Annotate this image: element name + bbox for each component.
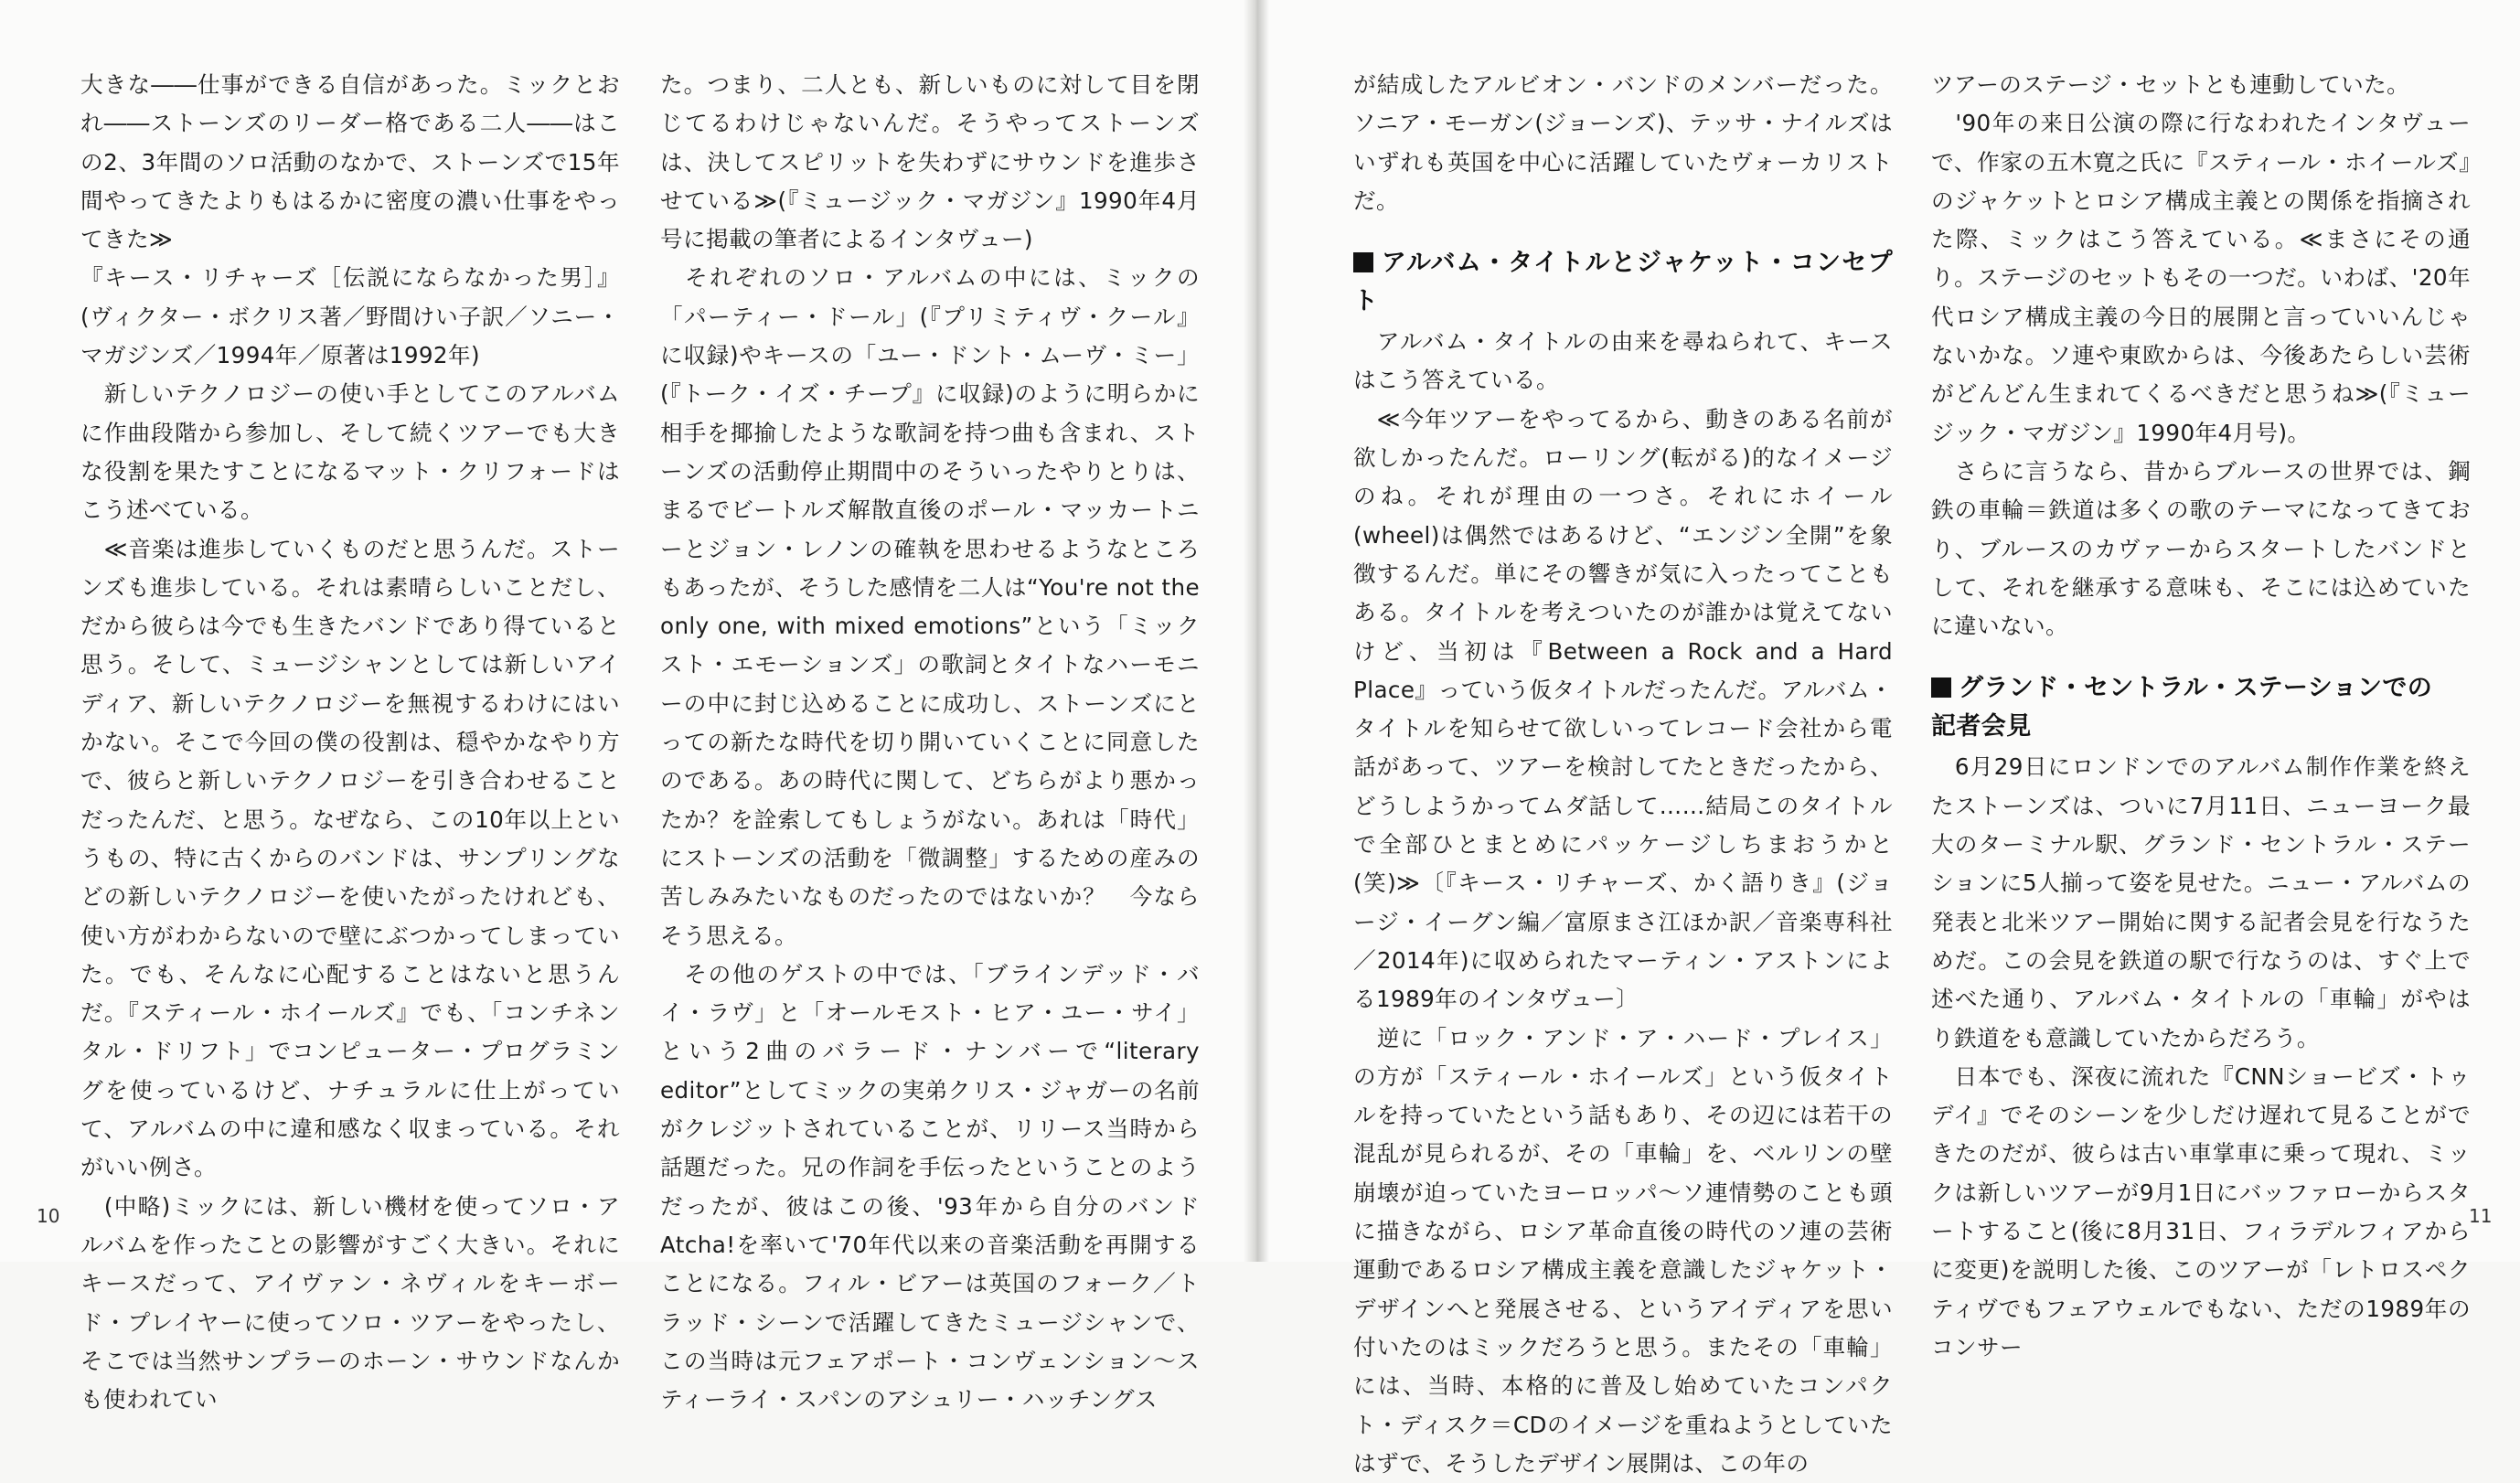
section-heading xyxy=(1931,669,2471,746)
heading-square-icon xyxy=(1931,677,1951,698)
text-column-4 xyxy=(1931,66,2471,1367)
paragraph: 大きな――仕事ができる自信があった。ミックとおれ――ストーンズのリーダー格である二人――はこの2、3年間のソロ活動のなかで、ストーンズで15年間やってきたよりもはるかに密度の濃い仕事をやってきた≫ xyxy=(80,71,620,253)
text-column-3 xyxy=(1353,66,1893,1483)
paragraph: アルバム・タイトルの由来を尋ねられて、キースはこう答えている。 xyxy=(1353,328,1893,394)
paragraph: 逆に「ロック・アンド・ア・ハード・プレイス」の方が「スティール・ホイールズ」という仮タイトルを持っていたという話もあり、その辺には若干の混乱が見られるが、その「車輪」を、ベルリンの壁崩壊が迫っていたヨーロッパ～ソ連情勢のことも頭に描きながら、ロシア革命直後の時代のソ連の芸術運動であるロシア構成主義を意識したジャケット・デザインへと発展させる、というアイディアを思い付いたのはミックだろうと思う。またその「車輪」には、当時、本格的に普及し始めていたコンパクト・ディスク＝CDのイメージを重ねようとしていたはずで、そうしたデザイン展開は、この年の xyxy=(1353,1024,1893,1477)
paragraph: '90年の来日公演の際に行なわれたインタヴューで、作家の五木寛之氏に『スティール・ホイールズ』のジャケットとロシア構成主義との関係を指摘された際、ミックはこう答えている。≪まさにその通り。ステージのセットもその一つだ。いわば、'20年代ロシア構成主義の今日的展開と言っていいんじゃないかな。ソ連や東欧からは、今後あたらしい芸術がどんどん生まれてくるべきだと思うね≫(『ミュージック・マガジン』1990年4月号)。 xyxy=(1931,110,2471,446)
paragraph: 6月29日にロンドンでのアルバム制作作業を終えたストーンズは、ついに7月11日、ニューヨーク最大のターミナル駅、グランド・セントラル・ステーションに5人揃って姿を見せた。ニュー・アルバムの発表と北米ツアー開始に関する記者会見を行なうためだ。この会見を鉄道の駅で行なうのは、すぐ上で述べた通り、アルバム・タイトルの「車輪」がやはり鉄道をも意識していたからだろう。 xyxy=(1931,753,2471,1051)
paragraph: その他のゲストの中では、「ブラインデッド・バイ・ラヴ」と「オールモスト・ヒア・ユー・サイ」という2曲のバラード・ナンバーで“literary editor”としてミックの実弟クリス・ジャガーの名前がクレジットされていることが、リリース当時から話題だった。兄の作詞を手伝ったということのようだったが、彼はこの後、'93年から自分のバンドAtcha!を率いて'70年代以来の音楽活動を再開することになる。フィル・ビアーは英国のフォーク／トラッド・シーンで活躍してきたミュージシャンで、この当時は元フェアポート・コンヴェンション～スティーライ・スパンのアシュリー・ハッチングス xyxy=(660,960,1200,1414)
paragraph: ツアーのステージ・セットとも連動していた。 xyxy=(1931,71,2410,98)
section-heading-text: アルバム・タイトルとジャケット・コンセプト xyxy=(1353,249,1893,316)
page-number-right: 11 xyxy=(2469,1205,2493,1227)
paragraph: た。つまり、二人とも、新しいものに対して目を閉じてるわけじゃないんだ。そうやってストーンズは、決してスピリットを失わずにサウンドを進歩させている≫(『ミュージック・マガジン』1990年4月号に掲載の筆者によるインタヴュー) xyxy=(660,71,1200,253)
paragraph: ≪音楽は進歩していくものだと思うんだ。ストーンズも進歩している。それは素晴らしいことだし、だから彼らは今でも生きたバンドであり得ていると思う。そして、ミュージシャンとしては新しいアイディア、新しいテクノロジーを無視するわけにはいかない。そこで今回の僕の役割は、穏やかなやり方で、彼らと新しいテクノロジーを引き合わせることだったんだ、と思う。なぜなら、この10年以上というもの、特に古くからのバンドは、サンプリングなどの新しいテクノロジーを使いたがったけれども、使い方がわからないので壁にぶつかってしまっていた。でも、そんなに心配することはないと思うんだ。『スティール・ホイールズ』でも、「コンチネンタル・ドリフト」でコンピューター・プログラミングを使っているけど、ナチュラルに仕上がっていて、アルバムの中に違和感なく収まっている。それがいい例さ。 xyxy=(80,535,620,1181)
section-heading xyxy=(1353,244,1893,321)
paragraph: 新しいテクノロジーの使い手としてこのアルバムに作曲段階から参加し、そして続くツアーでも大きな役割を果たすことになるマット・クリフォードはこう述べている。 xyxy=(80,380,620,524)
paragraph: (中略)ミックには、新しい機材を使ってソロ・アルバムを作ったことの影響がすごく大きい。それにキースだって、アイヴァン・ネヴィルをキーボード・プレイヤーに使ってソロ・ツアーをやったし、そこでは当然サンプラーのホーン・サウンドなんかも使われてい xyxy=(80,1192,620,1414)
paragraph: ≪今年ツアーをやってるから、動きのある名前が欲しかったんだ。ローリング(転がる)的なイメージのね。それが理由の一つさ。それにホイール(wheel)は偶然ではあるけど、“エンジン全開”を象徴するんだ。単にその響きが気に入ったってこともある。タイトルを考えついたのが誰かは覚えてないけど、当初は『Between a Rock and a Hard Place』っていう仮タイトルだったんだ。アルバム・タイトルを知らせて欲しいってレコード会社から電話があって、ツアーを検討してたときだったから、どうしようかってムダ話して……結局このタイトルで全部ひとまとめにパッケージしちまおうかと(笑)≫〔『キース・リチャーズ、かく語りき』(ジョージ・イーグン編／富原まさ江ほか訳／音楽専科社／2014年)に収められたマーティン・アストンによる1989年のインタヴュー〕 xyxy=(1353,405,1893,1013)
paragraph: 『キース・リチャーズ［伝説にならなかった男］』(ヴィクター・ボクリス著／野間けい子訳／ソニー・マガジンズ／1994年／原著は1992年) xyxy=(80,264,620,369)
page-number-left: 10 xyxy=(37,1205,60,1227)
text-column-2 xyxy=(660,66,1200,1419)
section-heading-text: グランド・セントラル・ステーションでの 記者会見 xyxy=(1931,674,2433,742)
heading-square-icon xyxy=(1353,252,1373,272)
paragraph: が結成したアルビオン・バンドのメンバーだった。ソニア・モーガン(ジョーンズ)、テッサ・ナイルズはいずれも英国を中心に活躍していたヴォーカリストだ。 xyxy=(1353,71,1893,214)
book-gutter xyxy=(1244,0,1269,1262)
text-column-1 xyxy=(80,66,620,1419)
paragraph: さらに言うなら、昔からブルースの世界では、鋼鉄の車輪＝鉄道は多くの歌のテーマになってきており、ブルースのカヴァーからスタートしたバンドとして、それを継承する意味も、そこには込めていたに違いない。 xyxy=(1931,457,2471,640)
paragraph: 日本でも、深夜に流れた『CNNショービズ・トゥデイ』でそのシーンを少しだけ遅れて見ることができたのだが、彼らは古い車掌車に乗って現れ、ミックは新しいツアーが9月1日にバッファローからスタートすること(後に8月31日、フィラデルフィアからに変更)を説明した後、このツアーが「レトロスペクティヴでもフェアウェルでもない、ただの1989年のコンサー xyxy=(1931,1062,2471,1360)
paragraph: それぞれのソロ・アルバムの中には、ミックの「パーティー・ドール」(『プリミティヴ・クール』に収録)やキースの「ユー・ドント・ムーヴ・ミー」(『トーク・イズ・チープ』に収録)のように明らかに相手を揶揄したような歌詞を持つ曲も含まれ、ストーンズの活動停止期間中のそういったやりとりは、まるでビートルズ解散直後のポール・マッカートニーとジョン・レノンの確執を思わせるようなところもあったが、そうした感情を二人は“You're not the only one, with mixed emotions”という「ミックスト・エモーションズ」の歌詞とタイトなハーモニーの中に封じ込めることに成功し、ストーンズにとっての新たな時代を切り開いていくことに同意したのである。あの時代に関して、どちらがより悪かったか？を詮索してもしょうがない。あれは「時代」にストーンズの活動を「微調整」するための産みの苦しみみたいなものだったのではないか？ 今ならそう思える。 xyxy=(660,264,1200,949)
